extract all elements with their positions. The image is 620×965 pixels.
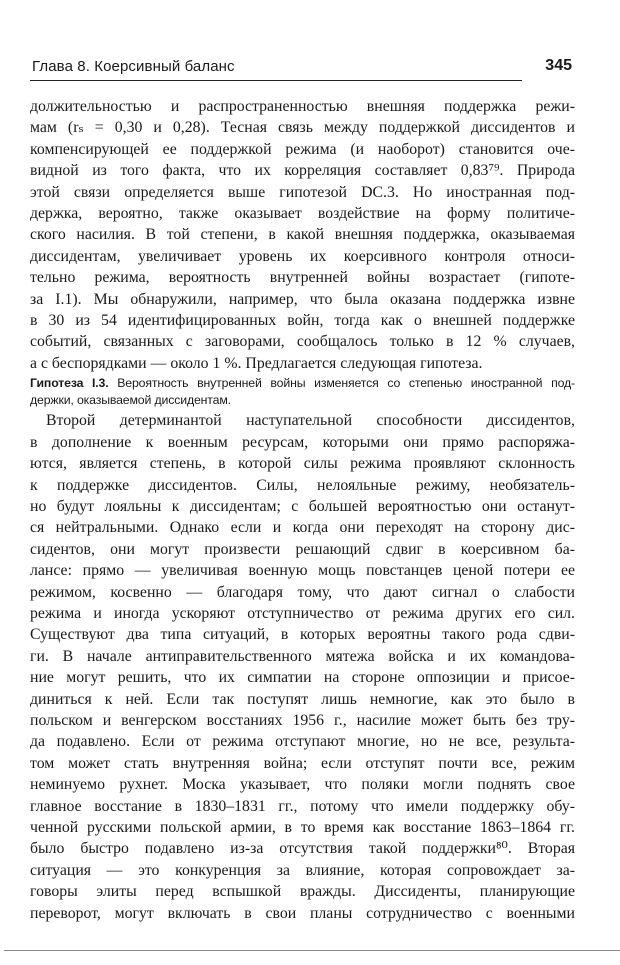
text-line: событий, связанных с заговорами, сообщалось только в 12 % случаев, — [30, 333, 575, 351]
text-line: ся нейтральными. Однако если и когда они переходят на сторону дис- — [30, 519, 575, 537]
text-line: сидентов, они могут произвести решающий сдвиг в коерсивном ба- — [30, 540, 575, 558]
paragraph-1 — [30, 96, 575, 374]
text-line: ги. В начале антиправительственного мятежа войска и их командова- — [30, 647, 575, 665]
text-line: диссидентам, увеличивает уровень их коерсивного контроля относи- — [30, 247, 575, 265]
page-bottom-edge — [4, 950, 620, 951]
book-page — [30, 58, 575, 924]
text-line: компенсирующей ее поддержкой режима (и наоборот) становится оче- — [30, 140, 575, 158]
text-line: лансе: прямо — увеличивая военную мощь повстанцев ценой потери ее — [30, 562, 575, 580]
text-line: в 30 из 54 идентифицированных войн, тогда как о внешней поддержке — [30, 312, 575, 330]
text-line: Второй детерминантой наступательной способности диссидентов, — [46, 412, 575, 430]
text-line: ются, является степень, в которой силы режима проявляют склонность — [30, 455, 575, 473]
page-number: 345 — [545, 57, 572, 74]
body-text — [30, 96, 575, 924]
text-line: том может стать внутренняя война; если отступят почти все, режим — [30, 754, 575, 772]
text-line: к поддержке диссидентов. Силы, нелояльные режиму, необязатель- — [30, 476, 575, 494]
paragraph-2 — [30, 410, 575, 924]
header-rule — [30, 80, 522, 81]
text-line: мам (rₛ = 0,30 и 0,28). Тесная связь между поддержкой диссидентов и — [30, 119, 575, 137]
text-line: держка, вероятно, также оказывает воздействие на форму политиче- — [30, 205, 575, 223]
hypothesis-label: Гипотеза I.3. — [30, 376, 109, 391]
text-line: главное восстание в 1830–1831 гг., потому что имели поддержку обу- — [30, 797, 575, 815]
text-line: режимом, косвенно — благодаря тому, что дают сигнал о слабости — [30, 583, 575, 601]
text-line: было быстро подавлено из-за отсутствия такой поддержки⁸⁰. Вторая — [30, 840, 575, 858]
hypothesis-line — [30, 375, 575, 392]
text-line: режима и иногда ускоряют отступничество от режима других его сил. — [30, 604, 575, 622]
text-line: да подавлено. Если от режима отступают многие, но не все, результа- — [30, 733, 575, 751]
hypothesis-text: Вероятность внутренней войны изменяется со степенью иностранной под- — [108, 376, 575, 391]
text-line: этой связи определяется выше гипотезой DC.3. Но иностранная под- — [30, 183, 575, 201]
text-line: ние могут решить, что их симпатии на стороне оппозиции и присое- — [30, 669, 575, 687]
text-line: ситуация — это конкуренция за влияние, которая сопровождает за- — [30, 861, 575, 879]
text-line: а с беспорядками — около 1 %. Предлагается следующая гипотеза. — [30, 354, 483, 372]
text-line: видной из того факта, что их корреляция составляет 0,83⁷⁹. Природа — [30, 162, 575, 180]
hypothesis-line: держки, оказываемой диссидентам. — [30, 392, 231, 407]
text-line: ского насилия. В той степени, в какой внешняя поддержка, оказываемая — [30, 226, 575, 244]
text-line: диниться к ней. Если так поступят лишь немногие, как это было в — [30, 690, 575, 708]
text-line: тельно режима, вероятность внутренней войны возрастает (гипоте- — [30, 269, 575, 287]
text-line: говоры элиты перед вспышкой вражды. Диссиденты, планирующие — [30, 883, 575, 901]
text-line: в дополнение к военным ресурсам, которыми они прямо распоряжа- — [30, 433, 575, 451]
text-line: Существуют два типа ситуаций, в которых вероятны такого рода сдви- — [30, 626, 575, 644]
running-head: Глава 8. Коерсивный баланс — [32, 58, 235, 75]
text-line: за I.1). Мы обнаружили, например, что была оказана поддержка извне — [30, 290, 575, 308]
hypothesis-block — [30, 375, 575, 408]
text-line: должительностью и распространенностью внешняя поддержка режи- — [30, 98, 575, 115]
text-line: неминуемо рухнет. Моска указывает, что поляки могли поднять свое — [30, 776, 575, 794]
text-line: переворот, могут включать в свои планы сотрудничество с военными — [30, 904, 575, 922]
text-line: ченной русскими польской армии, в то время как восстание 1863–1864 гг. — [30, 819, 575, 836]
page-header — [30, 58, 575, 82]
text-line: но будут лояльны к диссидентам; с большей вероятностью они останут- — [30, 497, 575, 515]
text-line: польском и венгерском восстаниях 1956 г., насилие может быть без тру- — [30, 711, 575, 729]
